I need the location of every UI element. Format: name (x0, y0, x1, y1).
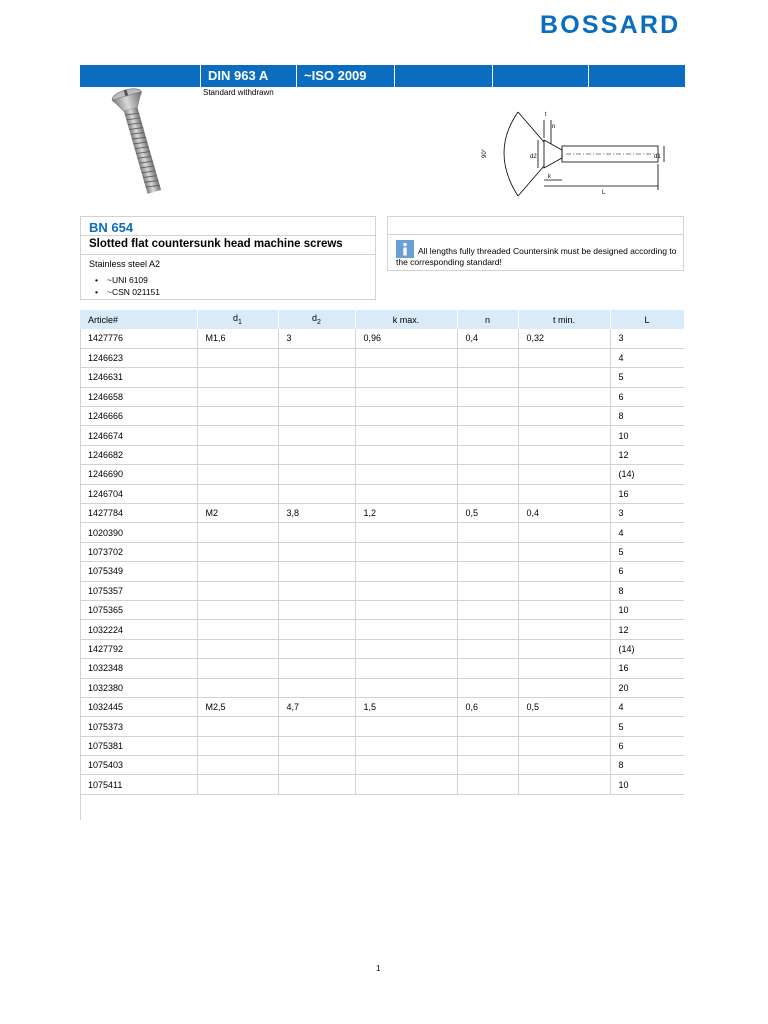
table-cell (457, 484, 518, 503)
table-cell (197, 736, 278, 755)
page-number: 1 (376, 964, 381, 973)
table-cell: 8 (610, 407, 684, 426)
table-row (80, 426, 684, 445)
equivalent-csn: • ~CSN 021151 (95, 286, 160, 298)
table-cell (457, 445, 518, 464)
table-cell (355, 756, 457, 775)
table-cell (355, 639, 457, 658)
table-cell: M1,6 (197, 329, 278, 348)
table-row (80, 368, 684, 387)
table-cell (457, 348, 518, 367)
table-row (80, 581, 684, 600)
table-cell (197, 523, 278, 542)
table-cell: 0,96 (355, 329, 457, 348)
table-cell: (14) (610, 639, 684, 658)
table-cell (355, 368, 457, 387)
table-cell: 1075357 (80, 581, 197, 600)
table-cell (457, 581, 518, 600)
table-cell (518, 600, 610, 619)
table-cell: 20 (610, 678, 684, 697)
dim-l: L (602, 190, 606, 196)
product-info-box (80, 216, 376, 300)
table-cell (355, 542, 457, 561)
table-cell (278, 484, 355, 503)
table-cell: 16 (610, 484, 684, 503)
table-row (80, 407, 684, 426)
table-cell (518, 445, 610, 464)
column-header-text: L (644, 314, 650, 325)
table-cell (278, 368, 355, 387)
table-cell (278, 639, 355, 658)
table-cell: 1075403 (80, 756, 197, 775)
column-header (610, 310, 684, 329)
table-cell (518, 348, 610, 367)
table-cell (278, 465, 355, 484)
column-header-text: d (312, 313, 318, 324)
table-cell: 3 (610, 329, 684, 348)
standard-status: Standard withdrawn (203, 88, 274, 97)
column-header (80, 310, 197, 329)
dim-d1: d1 (654, 154, 661, 160)
column-header (518, 310, 610, 329)
angle-arc (504, 112, 518, 196)
table-cell: 10 (610, 426, 684, 445)
table-cell: 1075381 (80, 736, 197, 755)
table-cell: (14) (610, 465, 684, 484)
table-cell (355, 426, 457, 445)
table-cell (355, 736, 457, 755)
column-header-text: t min. (552, 314, 575, 325)
table-cell (518, 426, 610, 445)
table-cell: 1032445 (80, 697, 197, 716)
table-cell (278, 523, 355, 542)
iso-standard: ~ISO 2009 (296, 65, 394, 87)
std-cell-empty-2 (492, 65, 588, 87)
table-cell (457, 465, 518, 484)
table-cell (457, 368, 518, 387)
table-cell (518, 465, 610, 484)
column-header (197, 310, 278, 329)
table-row (80, 504, 684, 523)
table-cell: 1075373 (80, 717, 197, 736)
table-row (80, 717, 684, 736)
table-cell (457, 542, 518, 561)
column-header (457, 310, 518, 329)
table-cell (278, 736, 355, 755)
table-cell (355, 562, 457, 581)
table-row (80, 756, 684, 775)
dim-t: t (545, 112, 547, 118)
bossard-logo (540, 8, 686, 40)
column-header-subscript: 2 (317, 318, 321, 326)
table-cell: 6 (610, 562, 684, 581)
table-cell (457, 387, 518, 406)
table-cell (278, 348, 355, 367)
table-cell (197, 368, 278, 387)
column-header (355, 310, 457, 329)
table-cell: 1032348 (80, 659, 197, 678)
table-cell (518, 542, 610, 561)
table-cell (355, 484, 457, 503)
table-cell: 1032224 (80, 620, 197, 639)
table-cell: 1246666 (80, 407, 197, 426)
table-cell: 3 (610, 504, 684, 523)
table-row (80, 348, 684, 367)
table-row (80, 659, 684, 678)
table-cell: 4 (610, 697, 684, 716)
table-cell: 5 (610, 368, 684, 387)
article-table (80, 310, 685, 795)
table-cell (278, 407, 355, 426)
table-cell (278, 542, 355, 561)
table-cell (197, 659, 278, 678)
table-cell: 6 (610, 387, 684, 406)
standards-bar (80, 65, 685, 87)
column-header-text: k max. (392, 314, 420, 325)
product-name: Slotted flat countersunk head machine screws (89, 238, 343, 250)
table-cell (278, 445, 355, 464)
table-cell: 6 (610, 736, 684, 755)
table-cell (278, 387, 355, 406)
equivalent-standards (95, 274, 160, 298)
table-cell (457, 775, 518, 794)
product-material: Stainless steel A2 (89, 259, 161, 269)
std-cell-empty-1 (394, 65, 492, 87)
column-header-subscript: 1 (238, 318, 242, 326)
table-cell: 1246682 (80, 445, 197, 464)
table-cell (457, 678, 518, 697)
table-cell: 1246704 (80, 484, 197, 503)
table-cell (278, 678, 355, 697)
table-row (80, 329, 684, 348)
table-row (80, 542, 684, 561)
table-cell (518, 581, 610, 600)
table-cell (197, 387, 278, 406)
table-cell (197, 426, 278, 445)
table-cell: 16 (610, 659, 684, 678)
table-cell (197, 620, 278, 639)
table-cell: 12 (610, 620, 684, 639)
table-cell (278, 600, 355, 619)
dim-k: k (548, 174, 551, 180)
table-cell (518, 387, 610, 406)
technical-drawing (478, 106, 668, 202)
dim-d2: d2 (530, 154, 537, 160)
table-cell (518, 407, 610, 426)
table-cell (278, 717, 355, 736)
screw-photo (100, 86, 200, 198)
brand-wordmark: BOSSARD (540, 11, 681, 39)
table-cell (197, 465, 278, 484)
table-cell (457, 407, 518, 426)
table-cell (457, 523, 518, 542)
table-cell: 1,2 (355, 504, 457, 523)
std-cell-empty-3 (588, 65, 685, 87)
table-row (80, 620, 684, 639)
table-cell (518, 678, 610, 697)
table-cell (197, 542, 278, 561)
table-cell (457, 756, 518, 775)
table-cell (197, 562, 278, 581)
din-standard: DIN 963 A (200, 65, 296, 87)
table-cell (518, 484, 610, 503)
table-row (80, 484, 684, 503)
table-row (80, 465, 684, 484)
table-row (80, 678, 684, 697)
table-cell (518, 736, 610, 755)
table-cell (457, 639, 518, 658)
divider (388, 234, 683, 235)
column-header-text: Article# (88, 314, 119, 325)
table-cell (278, 756, 355, 775)
table-cell: 4 (610, 523, 684, 542)
info-text: All lengths fully threaded Countersink must be designed according to the corresponding standard! (396, 246, 677, 267)
table-cell: 12 (610, 445, 684, 464)
table-cell (518, 717, 610, 736)
column-header-text: n (484, 314, 490, 325)
table-cell: 1246658 (80, 387, 197, 406)
table-cell (197, 639, 278, 658)
table-cell: 1073702 (80, 542, 197, 561)
table-cell: 1427784 (80, 504, 197, 523)
table-cell (278, 562, 355, 581)
table-cell: 5 (610, 542, 684, 561)
column-header (278, 310, 355, 329)
table-cell: 8 (610, 581, 684, 600)
angle-label: 90° (482, 148, 488, 158)
table-cell (197, 484, 278, 503)
table-cell: 1246690 (80, 465, 197, 484)
article-table-wrap (80, 310, 684, 795)
table-cell (197, 678, 278, 697)
table-cell (457, 717, 518, 736)
table-cell: 1246674 (80, 426, 197, 445)
table-cell (278, 775, 355, 794)
table-row (80, 600, 684, 619)
table-cell: 4 (610, 348, 684, 367)
table-cell (355, 465, 457, 484)
table-body (80, 329, 684, 794)
table-cell (518, 523, 610, 542)
table-cell (355, 523, 457, 542)
table-cell (457, 426, 518, 445)
table-cell (457, 600, 518, 619)
table-cell (355, 678, 457, 697)
table-cell: 3 (278, 329, 355, 348)
info-box (387, 216, 684, 271)
table-cell: M2,5 (197, 697, 278, 716)
table-cell: 0,32 (518, 329, 610, 348)
table-row (80, 445, 684, 464)
table-cell: 10 (610, 775, 684, 794)
table-cell: 1020390 (80, 523, 197, 542)
table-cell: 1075365 (80, 600, 197, 619)
table-cell (518, 562, 610, 581)
table-cell: 0,4 (518, 504, 610, 523)
table-cell (457, 659, 518, 678)
table-cell (518, 775, 610, 794)
divider (81, 235, 375, 236)
table-cell (457, 620, 518, 639)
table-cell: 1427776 (80, 329, 197, 348)
table-cell: 4,7 (278, 697, 355, 716)
table-row (80, 387, 684, 406)
table-cell: 1246631 (80, 368, 197, 387)
table-cell: 1427792 (80, 639, 197, 658)
table-cell: 1246623 (80, 348, 197, 367)
table-cell (518, 368, 610, 387)
table-cell (518, 756, 610, 775)
table-cell (355, 620, 457, 639)
table-cell (457, 736, 518, 755)
table-row (80, 736, 684, 755)
table-row (80, 562, 684, 581)
table-cell (355, 581, 457, 600)
table-cell (518, 639, 610, 658)
table-cell: 5 (610, 717, 684, 736)
table-row (80, 639, 684, 658)
table-cell: 0,6 (457, 697, 518, 716)
table-cell (518, 620, 610, 639)
screw-head-outline (544, 140, 562, 168)
table-cell (518, 659, 610, 678)
table-cell: 3,8 (278, 504, 355, 523)
table-cell (355, 717, 457, 736)
table-cell: 1032380 (80, 678, 197, 697)
table-cell (197, 717, 278, 736)
table-cell (355, 387, 457, 406)
table-header-row (80, 310, 684, 329)
table-cell (278, 620, 355, 639)
table-row (80, 697, 684, 716)
divider (81, 254, 375, 255)
table-cell (197, 407, 278, 426)
table-cell (457, 562, 518, 581)
table-cell (278, 426, 355, 445)
table-row (80, 775, 684, 794)
table-cell (197, 445, 278, 464)
table-cell (197, 348, 278, 367)
table-cell: 1075411 (80, 775, 197, 794)
dim-n: n (552, 124, 556, 130)
table-cell: 8 (610, 756, 684, 775)
column-header-text: d (233, 313, 239, 324)
table-cell (355, 445, 457, 464)
table-cell (278, 581, 355, 600)
equivalent-uni: • ~UNI 6109 (95, 274, 160, 286)
table-cell (355, 659, 457, 678)
table-cell: 1075349 (80, 562, 197, 581)
table-cell (197, 775, 278, 794)
table-cell (355, 600, 457, 619)
product-code: BN 654 (89, 220, 134, 235)
table-cell (355, 348, 457, 367)
table-row (80, 523, 684, 542)
table-cell (278, 659, 355, 678)
table-cell: 0,5 (457, 504, 518, 523)
table-cell (197, 581, 278, 600)
table-cell (197, 600, 278, 619)
table-cell: 0,5 (518, 697, 610, 716)
table-cell: M2 (197, 504, 278, 523)
table-cell (355, 407, 457, 426)
table-cell (355, 775, 457, 794)
table-cell: 0,4 (457, 329, 518, 348)
table-cell: 1,5 (355, 697, 457, 716)
table-cell: 10 (610, 600, 684, 619)
table-cell (197, 756, 278, 775)
